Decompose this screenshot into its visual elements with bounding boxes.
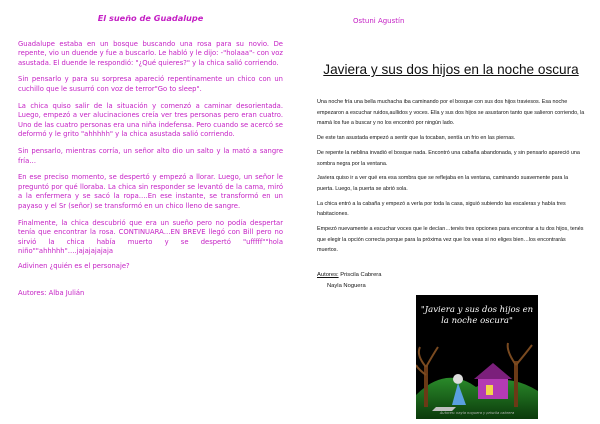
left-paragraph: Guadalupe estaba en un bosque buscando una rosa para su novio. De repente, vio un duende y fue a buscarlo. Le habló y le dijo: -"holaaa"- con voz asustada. El duende le respondió: "¿Qué quieres?" y la chica salió corriendo. [18,39,283,67]
right-paragraph: De este tan asustada empezó a sentir que la tocaban, sentía un frio en las piernas. [317,135,516,142]
left-paragraph: Sin pensarlo, mientras corría, un señor alto dio un salto y la mató a sangre fría… [18,146,283,165]
left-paragraph: Finalmente, la chica descubrió que era un sueño pero no podía despertar tenía que encontrar la rosa. CONTINUARA…EN BREVE llegó con Bill pero no sirvió la chica había muerto y se despertó "ufffff""hola niño""ahhhhh"….jajajajajaja [18,218,283,256]
right-page-header: Ostuni Agustín [353,17,405,25]
story-title-left-text: El sueño de Guadalupe [97,13,204,23]
right-paragraph: Javiera quiso ir a ver qué era esa sombra que se reflejaba en la ventana, caminando suavemente para la puerta. Luego, la puerta se abrió sola. [317,175,569,192]
author-name: Nayla Noguera [327,283,366,290]
author-name: Priscila Cabrera [340,272,382,279]
right-paragraph: La chica entró a la cabaña y empezó a verla por toda la casa, siguió subiendo las escaleras y había tres habitaciones. [317,200,566,218]
cover-illustration [416,295,538,419]
cover-title: "Javiera y sus dos hijos en la noche oscura" [420,305,534,326]
cover-footer: Autores: nayla noguera y priscila cabrera [439,411,515,415]
story-title-right: Javiera y sus dos hijos en la noche oscura [323,62,579,77]
right-authors [317,270,585,292]
left-closing-question: Adivinen ¿quién es el personaje? [18,261,130,270]
story-title-left [18,14,283,24]
left-authors: Autores: Alba Julián [18,289,85,298]
left-paragraph: Sin pensarlo y para su sorpresa apareció repentinamente un chico con un cuchillo que le susurró con voz de terror"Go to sleep". [18,75,283,93]
authors-label: Autores: [317,272,339,279]
right-paragraph: Empezó nuevamente a escuchar voces que le decían…tenés tres opciones para encontrar a tu dos hijos, tenés que elegir la opción correcta porque para la próxima vez que los veas si no eliges bien…los encontrarás muertos. [317,226,584,254]
right-page [317,62,585,292]
right-paragraph: Una noche fría una bella muchacha iba caminando por el bosque con sus dos hijos traviesos. Esa noche empezaron a escuchar ruidos,aullidos y voces. Ella y sus dos hijos se asustaron tanto que salieron corriendo, la mamá los fue a buscar y no los encontró por ningún lado. [317,99,585,127]
left-page [18,14,283,299]
left-paragraph: La chica quiso salir de la situación y comenzó a caminar desorientada. Luego, empezó a ver alucinaciones creía ver tres personas pero eran cuatro. Uno de las cuatro personas era una niña indefensa. Pero cuando se acercó se deformó y le grito "ahhhhh" y la chica asustada salió corriendo. [18,101,283,139]
right-paragraph: De repente la neblina invadió el bosque nada. Encontró una cabaña abandonada, y sin pensarlo apareció una sombra negra por la ventana. [317,149,580,167]
left-paragraph: En ese preciso momento, se despertó y empezó a llorar. Luego, un señor le preguntó por qué lloraba. La chica sin responder se levantó de la cama, miró a la enfermera y se sacó la ropa….En ese instante, se transformó en un payaso y el Sr (señor) se transformó en un chico lleno de sangre. [18,173,283,210]
